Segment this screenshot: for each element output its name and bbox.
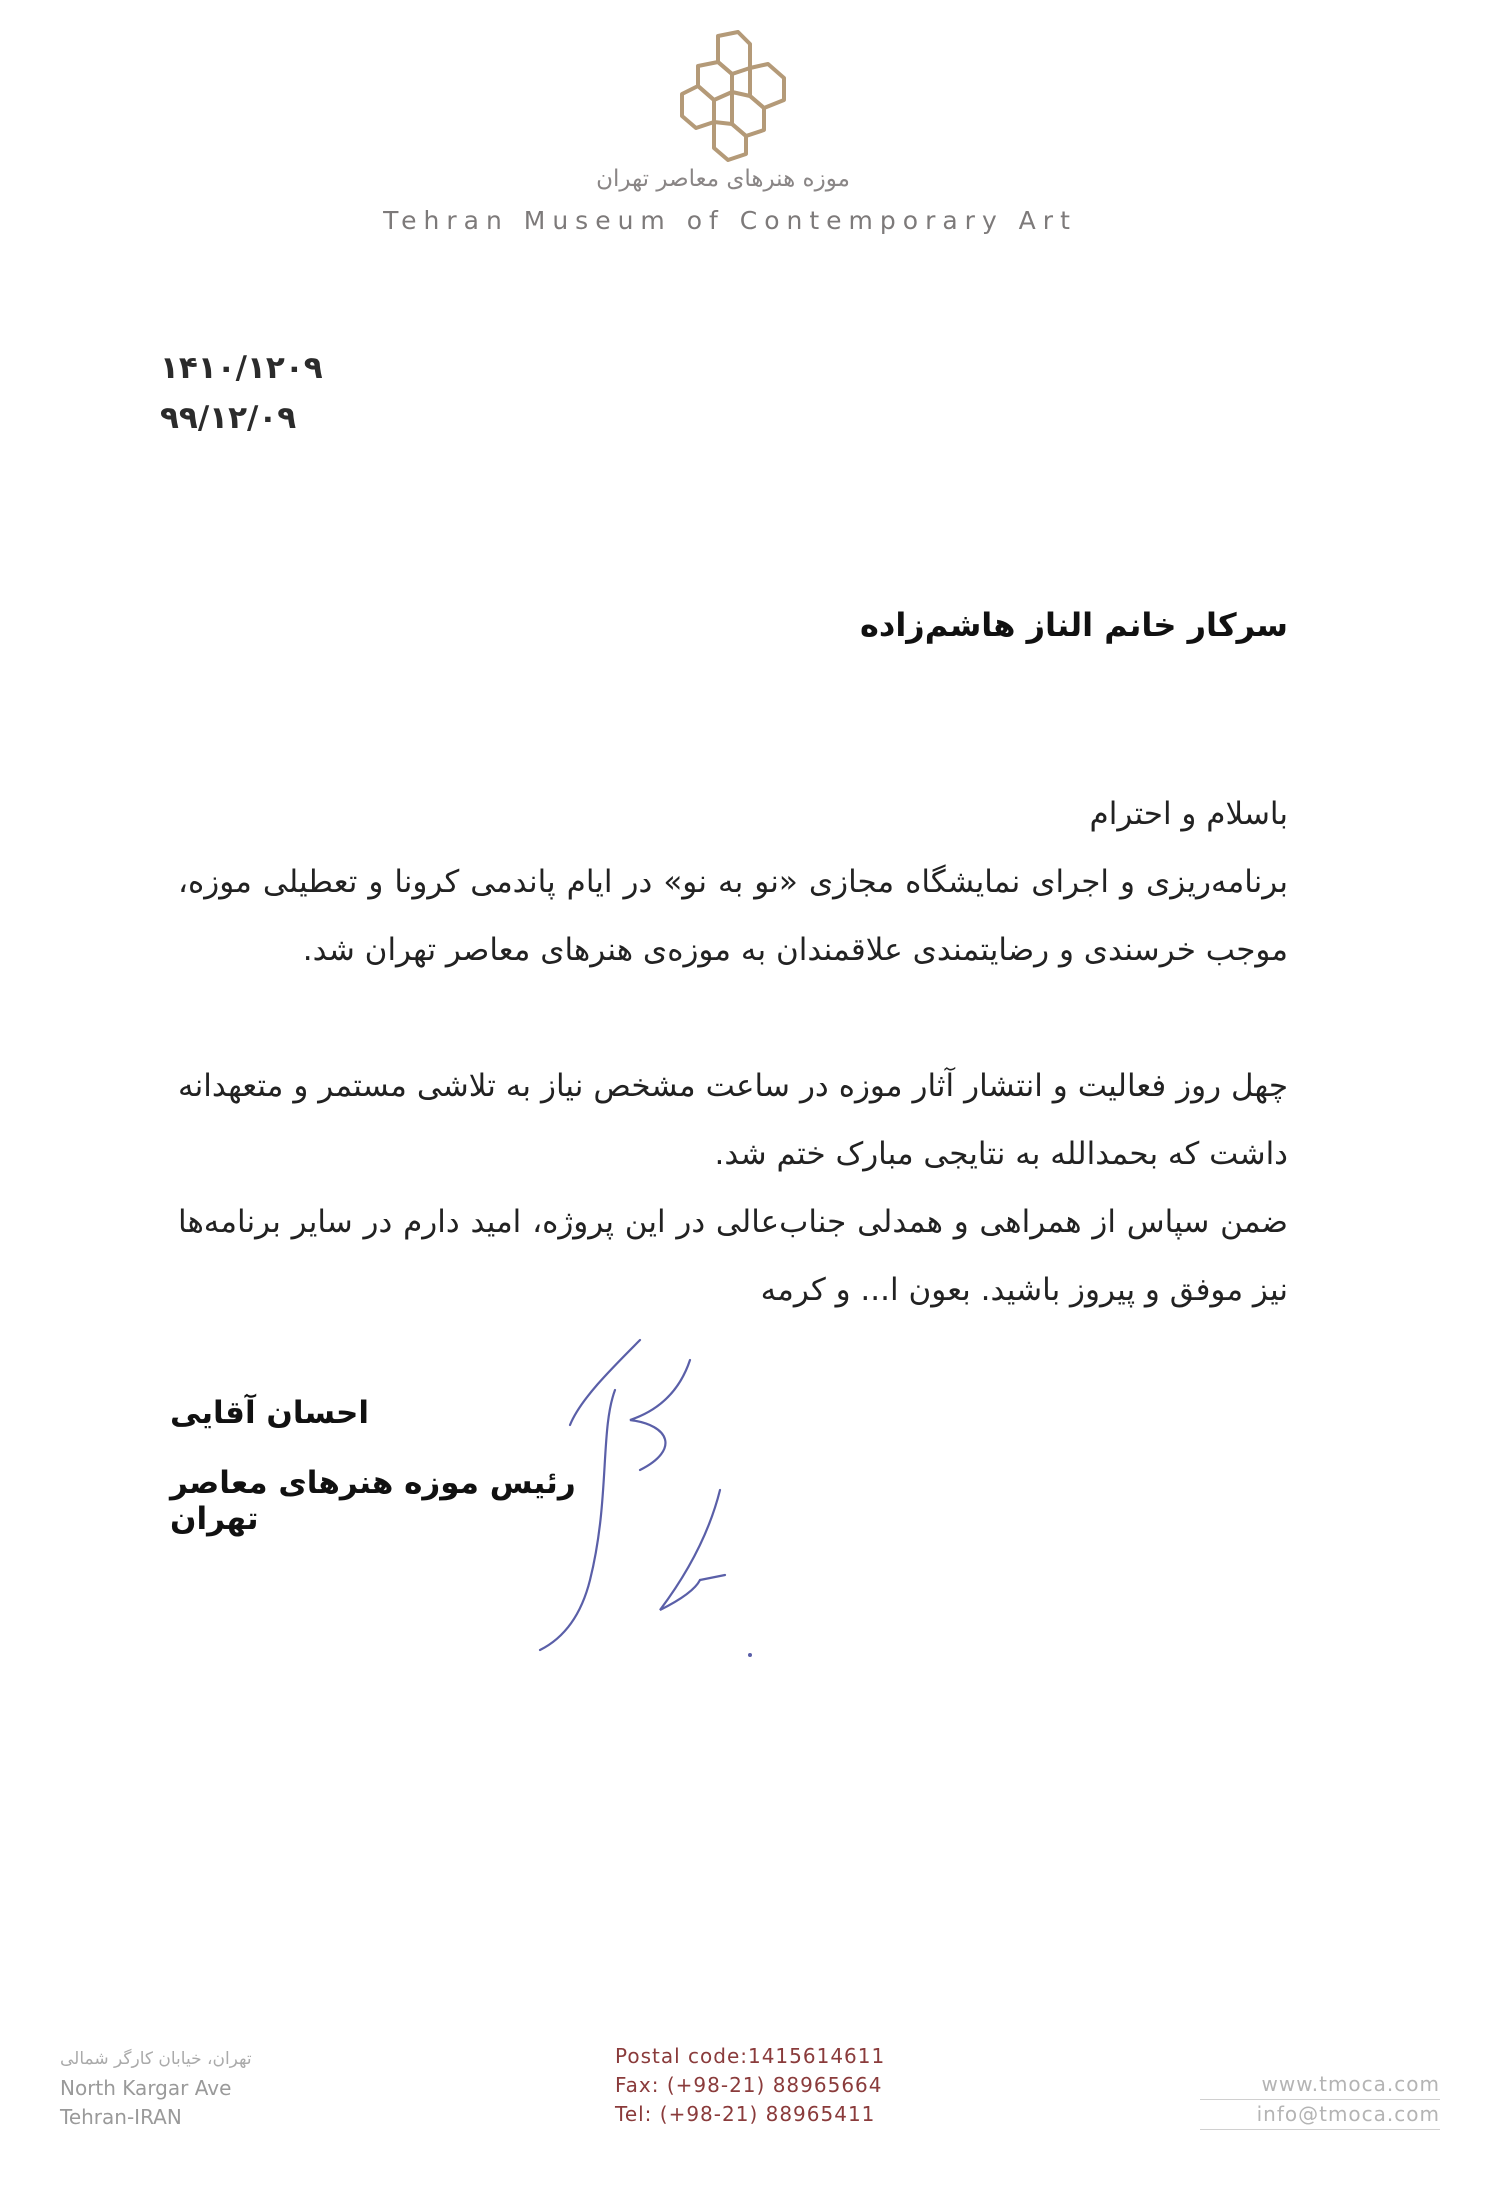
recipient-line: سرکار خانم الناز هاشم‌زاده xyxy=(860,606,1288,644)
email-link[interactable]: info@tmoca.com xyxy=(1200,2100,1440,2130)
letter-number: ۱۴۱۰/۱۲۰۹ xyxy=(160,350,323,386)
address-line-2: Tehran-IRAN xyxy=(60,2105,182,2129)
paragraph-1: برنامه‌ریزی و اجرای نمایشگاه مجازی «نو به نو» در ایام پاندمی کرونا و تعطیلی موزه، موجب خرسندی و رضایتمندی علاقمندان به موزه‌ی هنرهای معاصر تهران شد. xyxy=(178,864,1288,968)
letter-date: ۹۹/۱۲/۰۹ xyxy=(160,400,297,436)
postal-code: Postal code:1415614611 xyxy=(615,2044,886,2068)
museum-logo xyxy=(676,30,792,162)
footer-web xyxy=(1200,2070,1440,2130)
greeting: باسلام و احترام xyxy=(1089,796,1288,832)
paragraph-3: ضمن سپاس از همراهی و همدلی جناب‌عالی در این پروژه، امید دارم در سایر برنامه‌ها نیز موفق و پیروز باشید. بعون ا... و کرمه xyxy=(178,1204,1288,1308)
logo-name-en: Tehran Museum of Contemporary Art xyxy=(383,206,1077,235)
footer-address xyxy=(60,2045,360,2132)
website-link[interactable]: www.tmoca.com xyxy=(1200,2070,1440,2100)
signer-name: احسان آقایی xyxy=(170,1395,369,1431)
signer-title: رئیس موزه هنرهای معاصر تهران xyxy=(170,1465,576,1537)
address-line-1: North Kargar Ave xyxy=(60,2076,232,2100)
paragraph-2: چهل روز فعالیت و انتشار آثار موزه در ساعت مشخص نیاز به تلاشی مستمر و متعهدانه داشت که بحمدالله به نتایجی مبارک ختم شد. xyxy=(178,1068,1288,1172)
tel-number: Tel: (+98-21) 88965411 xyxy=(615,2102,876,2126)
logo-name-fa: موزه هنرهای معاصر تهران xyxy=(596,166,850,192)
footer-contact xyxy=(615,2042,935,2129)
fax-number: Fax: (+98-21) 88965664 xyxy=(615,2073,883,2097)
address-fa: تهران، خیابان کارگر شمالی xyxy=(60,2049,252,2069)
